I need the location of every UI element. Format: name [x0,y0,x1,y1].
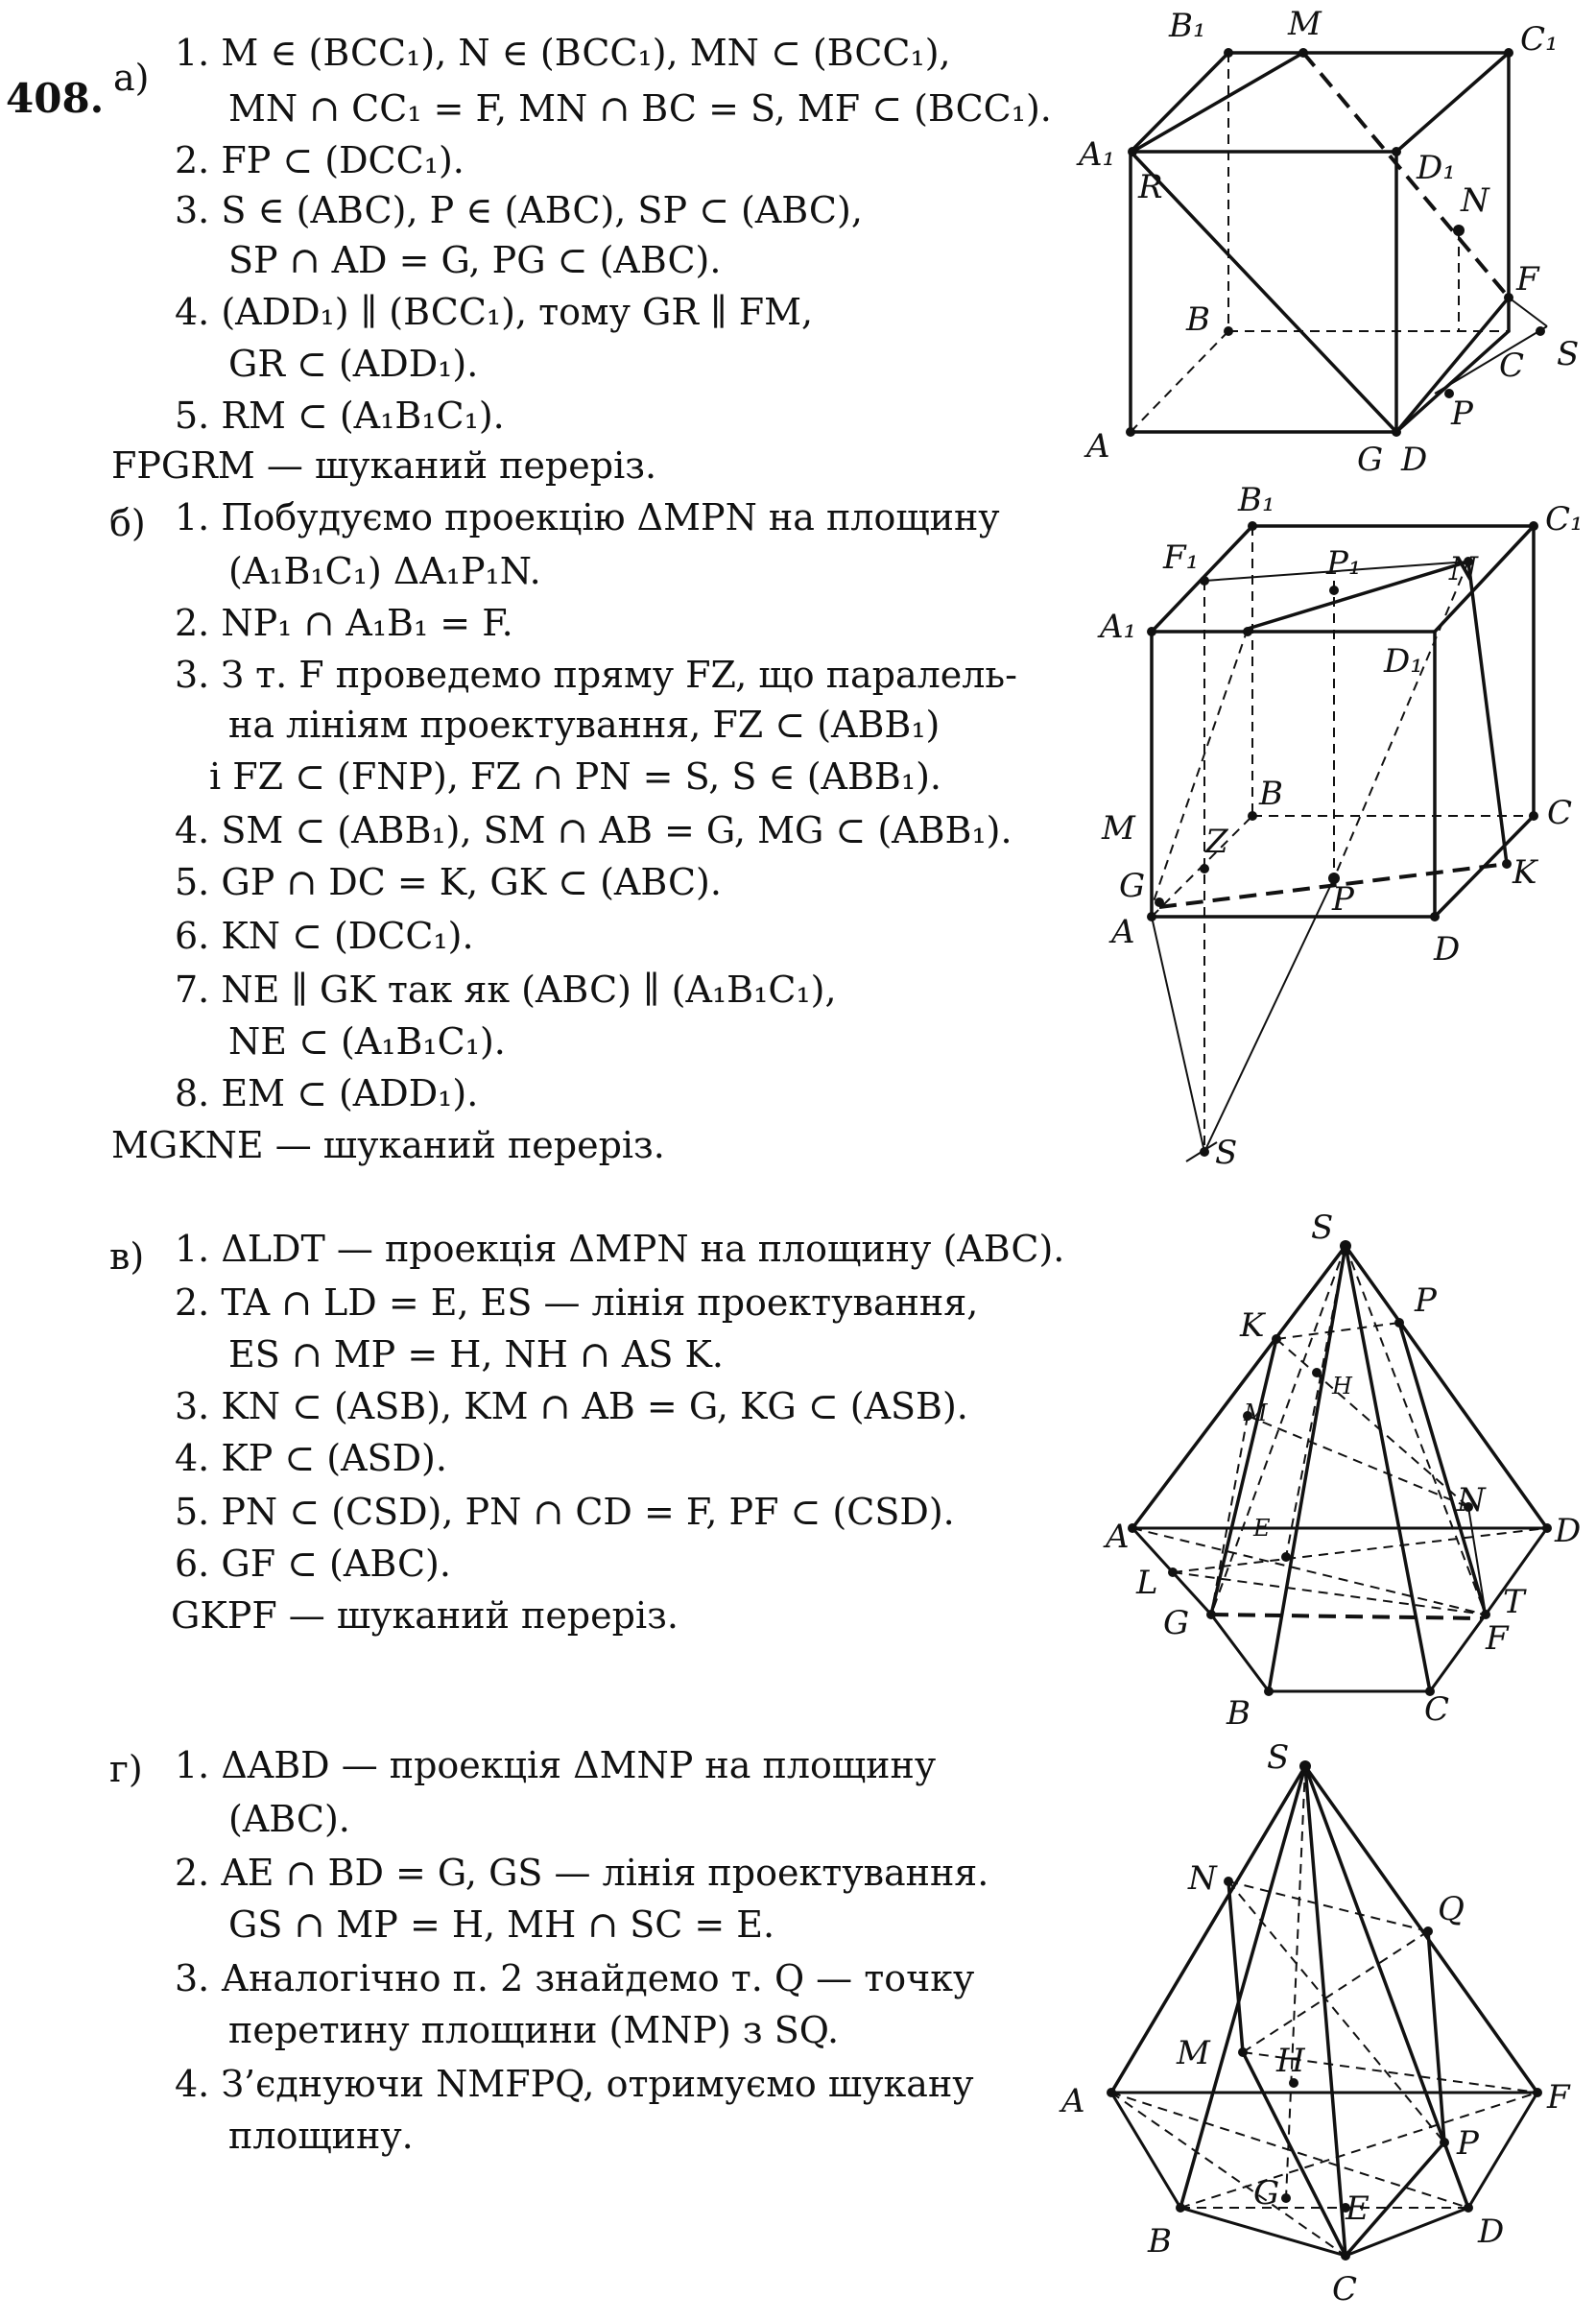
part-a-line: 1. M ∈ (BCC₁), N ∈ (BCC₁), MN ⊂ (BCC₁), [175,32,951,74]
part-v-line: 3. KN ⊂ (ASB), KM ∩ AB = G, KG ⊂ (ASB). [175,1385,968,1427]
part-b-label: б) [109,502,146,544]
fig-a-label: D [1401,441,1428,479]
figure-v-pyramid [1103,1208,1581,1733]
figure-a-cube [1076,5,1579,479]
part-v-line: ES ∩ MP = H, NH ∩ AS K. [228,1333,724,1376]
fig-v-label: G [1163,1604,1190,1642]
part-b-line: 4. SM ⊂ (ABB₁), SM ∩ AB = G, MG ⊂ (ABB₁). [175,809,1012,851]
fig-v-label: N [1457,1481,1486,1519]
fig-b-label: C [1547,794,1573,832]
fig-g-label: S [1267,1738,1290,1777]
part-g-line: 1. ΔABD — проекція ΔMNP на площину [175,1744,937,1786]
fig-v-label: D [1555,1512,1582,1550]
part-g-line: площину. [228,2115,414,2157]
part-b-line: і FZ ⊂ (FNP), FZ ∩ PN = S, S ∈ (ABB₁). [209,755,941,798]
part-a-line: 3. S ∈ (ABC), P ∈ (ABC), SP ⊂ (ABC), [175,189,863,231]
fig-b-label: Z [1205,823,1228,861]
fig-v-label: T [1503,1583,1525,1621]
fig-g-label: Q [1438,1890,1465,1928]
part-g-line: 2. AE ∩ BD = G, GS — лінія проектування. [175,1852,989,1894]
fig-a-label: C [1499,347,1525,385]
part-b-line: на лініям проектування, FZ ⊂ (ABB₁) [228,704,941,746]
part-g-line: GS ∩ MP = H, MH ∩ SC = E. [228,1903,775,1946]
fig-a-label: A [1086,427,1110,466]
fig-v-label: M [1244,1400,1268,1426]
fig-v-label: K [1240,1306,1265,1345]
fig-b-label: C₁ [1545,500,1584,538]
fig-g-label: A [1061,2082,1085,2120]
part-b-line: 6. KN ⊂ (DCC₁). [175,915,474,957]
fig-b-label: D [1434,930,1461,969]
part-b-line: (A₁B₁C₁) ΔA₁P₁N. [228,550,541,592]
fig-b-label: K [1513,853,1537,892]
part-v-line: 2. TA ∩ LD = E, ES — лінія проектування, [175,1281,979,1324]
fig-a-label: D₁ [1417,149,1456,187]
fig-v-label: B [1227,1694,1251,1733]
fig-a-label: G [1357,441,1384,479]
part-b-conclusion: MGKNE — шуканий переріз. [111,1124,665,1166]
fig-g-label: F [1547,2078,1570,2117]
part-a-line: GR ⊂ (ADD₁). [228,343,479,385]
part-b-line: 1. Побудуємо проекцію ΔMPN на площину [175,496,1000,538]
part-b-line: 7. NE ∥ GK так як (ABC) ∥ (A₁B₁C₁), [175,969,837,1011]
fig-a-label: B₁ [1169,7,1206,45]
fig-g-label: G [1253,2174,1280,2213]
pyramid-base-outline [1111,2093,1537,2256]
fig-g-label: P [1457,2124,1479,2163]
fig-a-label: C₁ [1520,20,1559,59]
fig-b-label: M [1102,809,1135,848]
part-b-line: NE ⊂ (A₁B₁C₁). [228,1020,506,1063]
fig-g-label: M [1177,2034,1210,2072]
fig-b-label: D₁ [1384,642,1423,681]
fig-g-label: H [1276,2042,1305,2080]
fig-a-label: P [1451,395,1473,433]
fig-g-label: N [1188,1859,1217,1898]
part-a-line: SP ∩ AD = G, PG ⊂ (ABC). [228,239,722,281]
part-v-line: 6. GF ⊂ (ABC). [175,1543,451,1585]
fig-b-label: G [1119,867,1146,905]
fig-v-label: C [1424,1690,1450,1729]
fig-g-label: C [1332,2270,1358,2309]
fig-a-label: M [1288,5,1322,43]
part-g-label: г) [109,1748,143,1790]
part-g-line: перетину площини (MNP) з SQ. [228,2009,840,2051]
figure-b-cube [1097,481,1584,1172]
fig-b-label: B₁ [1238,481,1275,519]
fig-b-label: F₁ [1163,538,1200,577]
fig-v-label: P [1415,1281,1437,1320]
fig-v-label: E [1253,1515,1271,1542]
fig-b-label: B [1259,775,1283,813]
fig-a-label: A₁ [1079,135,1116,174]
part-v-line: 1. ΔLDT — проекція ΔMPN на площину (ABC). [175,1228,1065,1270]
part-a-line: 5. RM ⊂ (A₁B₁C₁). [175,395,505,437]
part-g-line: (ABC). [228,1798,350,1840]
part-g-line: 3. Аналогічно п. 2 знайдемо т. Q — точку [175,1957,975,1999]
part-v-line: 4. KP ⊂ (ASD). [175,1437,447,1479]
fig-b-label: P₁ [1326,544,1362,583]
fig-v-label: F [1486,1619,1509,1658]
figure-g-pyramid [1059,1738,1571,2309]
fig-b-label: P [1332,880,1354,919]
fig-a-label: N [1461,181,1489,220]
fig-v-label: H [1332,1373,1352,1400]
part-a-conclusion: FPGRM — шуканий переріз. [111,444,657,487]
part-a-line: MN ∩ CC₁ = F, MN ∩ BC = S, MF ⊂ (BCC₁). [228,87,1052,130]
fig-a-label: R [1138,168,1163,206]
fig-v-label: A [1106,1518,1130,1556]
part-a-line: 4. (ADD₁) ∥ (BCC₁), тому GR ∥ FM, [175,291,814,333]
fig-g-label: B [1148,2222,1172,2261]
fig-v-label: L [1136,1564,1158,1602]
fig-a-label: F [1516,260,1539,299]
part-a-label: а) [113,57,150,99]
part-b-line: 3. З т. F проведемо пряму FZ, що паралель- [175,654,1017,696]
fig-a-label: S [1557,335,1580,373]
fig-b-label: S [1215,1134,1238,1172]
part-g-line: 4. З’єднуючи NMFPQ, отримуємо шукану [175,2063,974,2105]
part-a-line: 2. FP ⊂ (DCC₁). [175,139,465,181]
fig-a-label: B [1186,300,1210,339]
part-v-conclusion: GKPF — шуканий переріз. [171,1594,679,1637]
part-v-label: в) [109,1235,145,1278]
part-b-line: 2. NP₁ ∩ A₁B₁ = F. [175,602,513,644]
part-v-line: 5. PN ⊂ (CSD), PN ∩ CD = F, PF ⊂ (CSD). [175,1491,955,1533]
fig-g-label: D [1478,2213,1505,2251]
part-b-line: 8. EM ⊂ (ADD₁). [175,1072,479,1114]
part-b-line: 5. GP ∩ DC = K, GK ⊂ (ABC). [175,861,722,903]
fig-b-label: N [1449,550,1478,588]
fig-g-label: E [1346,2189,1370,2228]
fig-b-label: A [1111,913,1135,951]
problem-number: 408. [6,75,105,122]
fig-b-label: A₁ [1100,608,1137,646]
fig-v-label: S [1311,1208,1334,1247]
